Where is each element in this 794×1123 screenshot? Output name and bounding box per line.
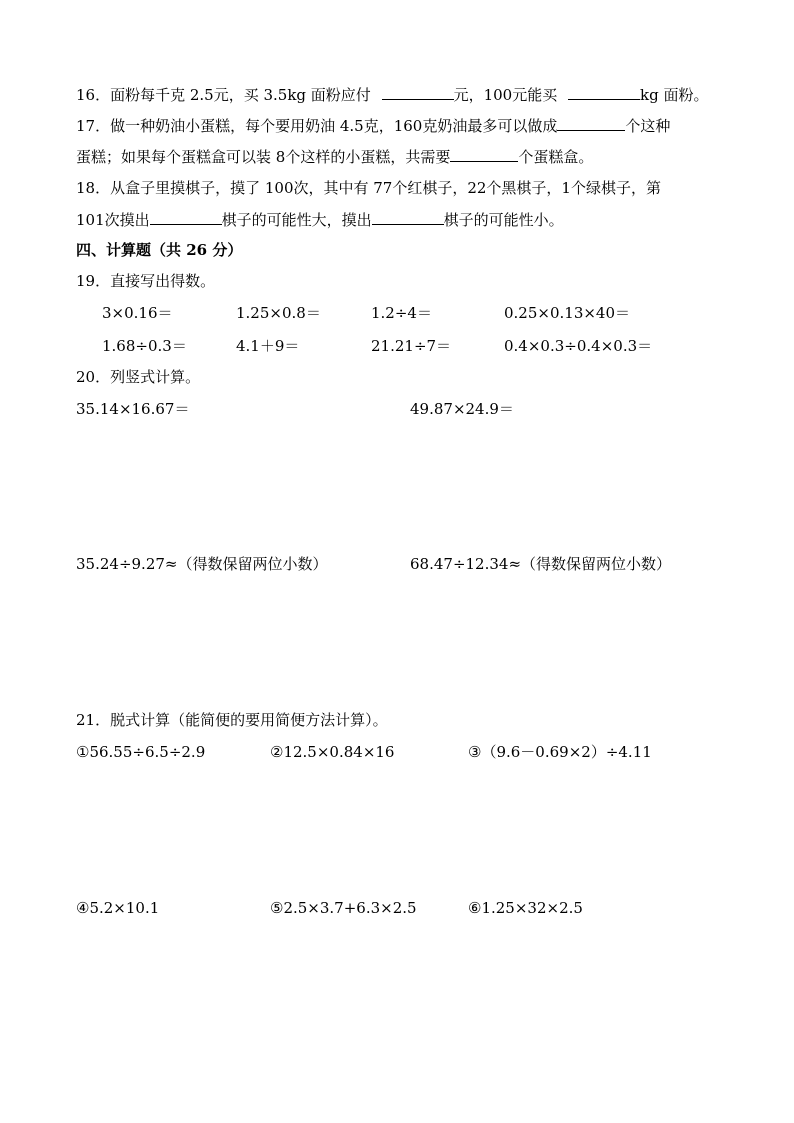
q18-text-3: 棋子的可能性小。 — [443, 211, 564, 229]
q16-blank-1[interactable] — [382, 83, 454, 100]
q19-item: 3×0.16＝ — [102, 304, 173, 322]
q16-text-2: 元，100元能买 — [453, 86, 558, 104]
q19-item: 21.21÷7＝ — [371, 337, 452, 355]
q20-item: 68.47÷12.34≈（得数保留两位小数） — [410, 555, 672, 573]
q19-item: 1.25×0.8＝ — [236, 304, 321, 322]
q17-blank-1[interactable] — [557, 114, 625, 131]
q21-item: ②12.5×0.84×16 — [270, 743, 395, 761]
q20-item: 49.87×24.9＝ — [410, 400, 514, 418]
q19-item: 0.4×0.3÷0.4×0.3＝ — [504, 337, 653, 355]
q20-item: 35.24÷9.27≈（得数保留两位小数） — [76, 555, 328, 573]
question-21-title: 21．脱式计算（能简便的要用简便方法计算）。 — [76, 711, 388, 729]
question-17-line-2 — [76, 145, 593, 168]
q17-text-4: 个蛋糕盒。 — [518, 148, 594, 166]
q18-blank-2[interactable] — [372, 208, 444, 225]
q17-text-2: 个这种 — [625, 117, 671, 135]
question-16 — [76, 83, 708, 106]
question-18-line-1: 18．从盒子里摸棋子，摸了 100次，其中有 77个红棋子，22个黑棋子，1个绿棋子，第 — [76, 179, 661, 197]
q21-item: ①56.55÷6.5÷2.9 — [76, 743, 206, 761]
q21-item: ③（9.6－0.69×2）÷4.11 — [468, 743, 652, 761]
q18-text-1: 101次摸出 — [76, 211, 150, 229]
q18-blank-1[interactable] — [150, 208, 222, 225]
q21-item: ⑤2.5×3.7+6.3×2.5 — [270, 899, 417, 917]
q21-item: ④5.2×10.1 — [76, 899, 160, 917]
section-4-title: 四、计算题（共 26 分） — [76, 241, 243, 259]
q20-item: 35.14×16.67＝ — [76, 400, 190, 418]
question-18-line-2 — [76, 208, 564, 231]
question-17-line-1 — [76, 114, 670, 137]
q17-blank-2[interactable] — [450, 145, 518, 162]
q19-item: 1.2÷4＝ — [371, 304, 432, 322]
q18-text-2: 棋子的可能性大，摸出 — [221, 211, 372, 229]
q19-item: 0.25×0.13×40＝ — [504, 304, 631, 322]
question-19-title: 19．直接写出得数。 — [76, 272, 216, 290]
q21-item: ⑥1.25×32×2.5 — [468, 899, 583, 917]
q17-text-3: 蛋糕；如果每个蛋糕盒可以装 8个这样的小蛋糕，共需要 — [76, 148, 451, 166]
q19-item: 1.68÷0.3＝ — [102, 337, 187, 355]
q19-item: 4.1＋9＝ — [236, 337, 300, 355]
q16-text-1: 16．面粉每千克 2.5元，买 3.5kg 面粉应付 — [76, 86, 371, 104]
q17-text-1: 17．做一种奶油小蛋糕，每个要用奶油 4.5克，160克奶油最多可以做成 — [76, 117, 558, 135]
question-20-title: 20．列竖式计算。 — [76, 368, 201, 386]
q16-text-3: kg 面粉。 — [640, 86, 709, 104]
q16-blank-2[interactable] — [568, 83, 640, 100]
